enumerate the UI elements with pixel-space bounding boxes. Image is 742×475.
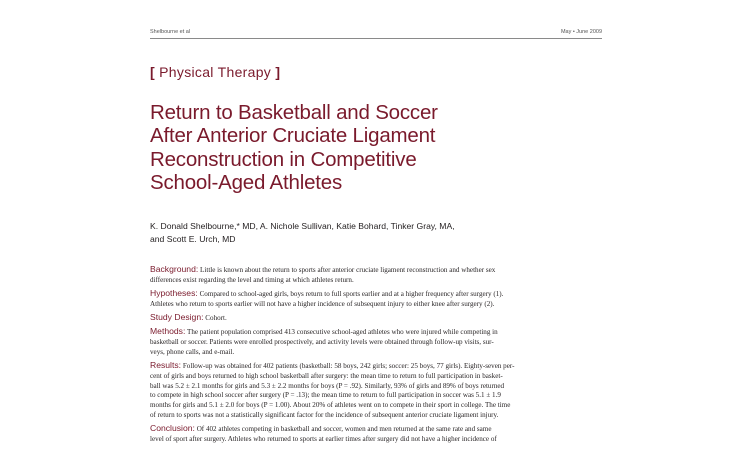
header-rule: [150, 38, 602, 39]
abstract-section: [150, 424, 606, 445]
abstract-section: [150, 327, 606, 358]
section-bracket-open: [: [150, 64, 155, 80]
author-line: and Scott E. Urch, MD: [150, 233, 236, 244]
abstract-text: cent of girls and boys returned to high school basketball after surgery: the mean time to return to full participation in basket-: [150, 371, 503, 380]
abstract-heading: Methods:: [150, 326, 186, 337]
abstract-text: to compete in high school soccer after surgery (P = .13); the mean time to return to full participation in soccer was 5.1 ± 1.9: [150, 391, 501, 400]
abstract-heading: Conclusion:: [150, 423, 195, 434]
abstract-line: [150, 265, 606, 276]
abstract-line: [150, 338, 606, 348]
abstract: [150, 265, 606, 448]
abstract-text: The patient population comprised 413 consecutive school-aged athletes who were injured while competing in: [187, 328, 498, 337]
abstract-line: [150, 391, 606, 401]
abstract-line: [150, 313, 606, 324]
title-line: Reconstruction in Competitive: [150, 147, 417, 171]
abstract-text: differences exist regarding the level and timing at which athletes return.: [150, 275, 354, 284]
running-head: [150, 29, 602, 35]
section-label: [150, 64, 280, 80]
abstract-line: [150, 401, 606, 411]
author-list: [150, 220, 602, 245]
abstract-heading: Results:: [150, 359, 182, 370]
abstract-line: [150, 276, 606, 286]
title-line: After Anterior Cruciate Ligament: [150, 124, 436, 148]
title-line: School-Aged Athletes: [150, 171, 343, 195]
abstract-text: basketball or soccer. Patients were enrolled prospectively, and activity levels were obtained through follow-up visits, sur-: [150, 337, 494, 346]
abstract-text: Little is known about the return to sports after anterior cruciate ligament reconstruction and whether sex: [200, 266, 496, 274]
abstract-line: [150, 300, 606, 310]
abstract-text: Athletes who return to sports earlier will not have a higher incidence of subsequent injury to either knee after surgery (2).: [150, 299, 495, 308]
abstract-heading: Background:: [150, 264, 199, 274]
abstract-line: [150, 361, 606, 372]
abstract-text: Compared to school-aged girls, boys return to full sports earlier and at a higher frequency after surgery (1).: [199, 289, 504, 298]
abstract-text: level of sport after surgery. Athletes who returned to sports at earlier times after surgery did not have a higher incidence of: [150, 435, 497, 444]
abstract-line: [150, 382, 606, 392]
abstract-text: Of 402 athletes competing in basketball and soccer, women and men returned at the same rate and same: [196, 425, 492, 434]
abstract-line: [150, 327, 606, 338]
abstract-section: [150, 313, 606, 324]
abstract-text: Follow-up was obtained for 402 patients (basketball: 58 boys, 242 girls; soccer: 25 boys, 77 girls). Eighty-seven per-: [182, 361, 515, 370]
abstract-text: months for girls and 5.1 ± 2.0 for boys (P = 1.00). About 20% of athletes went on to compete in their sport in college. The time: [150, 401, 511, 410]
abstract-line: [150, 411, 606, 421]
abstract-line: [150, 289, 606, 300]
abstract-line: [150, 372, 606, 382]
abstract-line: [150, 424, 606, 435]
author-line: K. Donald Shelbourne,* MD, A. Nichole Sullivan, Katie Bohard, Tinker Gray, MA,: [150, 221, 455, 231]
abstract-heading: Study Design:: [150, 311, 204, 322]
abstract-section: [150, 289, 606, 310]
abstract-line: [150, 348, 606, 358]
running-head-authors: Shelbourne et al: [150, 29, 191, 35]
title-line: Return to Basketball and Soccer: [150, 101, 438, 124]
abstract-section: [150, 361, 606, 421]
abstract-text: Cohort.: [205, 313, 227, 322]
running-head-date: May • June 2009: [560, 29, 602, 35]
section-bracket-close: ]: [275, 64, 281, 80]
abstract-text: of return to sports was not a statistically significant factor for the incidence of subsequent anterior cruciate ligament injury.: [150, 411, 499, 420]
abstract-text: veys, phone calls, and e-mail.: [150, 347, 235, 356]
abstract-line: [150, 435, 606, 445]
abstract-heading: Hypotheses:: [150, 287, 198, 298]
abstract-section: [150, 265, 606, 286]
article-title: [150, 101, 580, 195]
abstract-text: ball was 5.2 ± 2.1 months for girls and 5.3 ± 2.2 months for boys (P = .92). Similarly, 93% of girls and 89% of boys returned: [150, 381, 505, 390]
section-name: Physical Therapy: [159, 64, 272, 80]
